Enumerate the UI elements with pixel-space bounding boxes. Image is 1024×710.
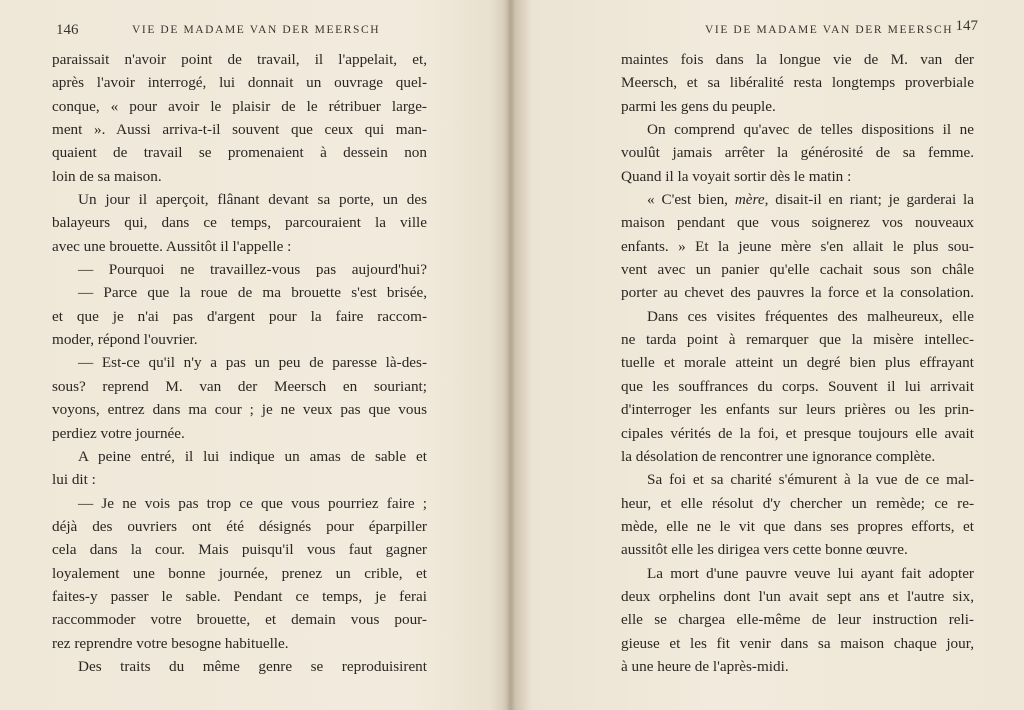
text-line: — Est-ce qu'il n'y a pas un peu de paresse là-des- [78,354,427,372]
right-page-text [621,48,974,678]
text-line: — Pourquoi ne travaillez-vous pas aujourd'hui? [78,261,427,279]
text-line: lui dit : [52,471,96,489]
running-head: VIE DE MADAME VAN DER MEERSCH [705,24,954,36]
text-line: gieuse et les fit venir dans sa maison chaque jour, [621,634,974,652]
right-page [515,0,1024,710]
page-number: 147 [955,18,978,34]
text-line: Un jour il aperçoit, flânant devant sa porte, un des [78,191,427,209]
text-line: heur, et elle résolut d'y chercher un remède; ce re- [621,494,974,512]
text-line: perdiez votre journée. [52,424,185,442]
text-line: conque, « pour avoir le plaisir de le rétribuer large- [52,97,427,115]
text-line: la désolation de rencontrer une ignorance complète. [621,447,936,465]
text-line: rez reprendre votre besogne habituelle. [52,634,289,652]
text-line: quaient de travail se promenaient à dessein non [52,144,427,162]
text-line: que les souffrances du corps. Souvent il lui arrivait [621,377,974,395]
text-line: — Je ne vois pas trop ce que vous pourriez faire ; [78,494,427,512]
text-line: porter au chevet des pauvres la force et la consolation. [621,284,974,302]
text-line: Meersch, et sa libéralité resta longtemps proverbiale [621,74,974,92]
text-line: cipales vérités de la foi, et presque toujours elle avait [621,424,974,442]
text-line: vent avec un panier qu'elle cachait sous son châle [621,261,974,279]
text-line: elle se chargea elle-même de leur instruction reli- [621,611,974,629]
text-line: ne tarda point à remarquer que la misère intellec- [621,331,974,349]
text-line: faites-y passer le sable. Pendant ce temps, je ferai [52,587,427,605]
text-span: « C'est bien, [647,191,728,209]
left-page-text [52,48,427,678]
text-line: Dans ces visites fréquentes des malheureux, elle [647,307,974,325]
text-line: voulût jamais arrêter la générosité de sa femme. [621,144,974,162]
text-line: mède, elle ne le vit que dans ses propres efforts, et [621,517,974,535]
text-line: paraissait n'avoir point de travail, il l'appelait, et, [52,51,427,68]
text-line: balayeurs qui, dans ce temps, parcouraient la ville [52,214,427,232]
text-line: cela dans la cour. Mais puisqu'il vous faut gagner [52,541,427,559]
text-line [621,188,974,211]
left-page-header [0,22,505,44]
text-line: loin de sa maison. [52,167,162,185]
text-line: Des traits du même genre se reproduisirent [78,657,427,675]
text-line: après l'avoir interrogé, lui donnait un ouvrage quel- [52,74,427,92]
text-line: et que je n'ai pas d'argent pour la faire raccom- [52,307,427,325]
running-head: VIE DE MADAME VAN DER MEERSCH [132,24,381,36]
text-line: sous? reprend M. van der Meersch en souriant; [52,377,427,395]
text-line: à une heure de l'après-midi. [621,657,789,675]
text-line: voyons, entrez dans ma cour ; je ne veux pas que vous [52,401,427,419]
text-line: moder, répond l'ouvrier. [52,331,198,349]
text-line: déjà des ouvriers ont été désignés pour éparpiller [52,517,427,535]
text-line: On comprend qu'avec de telles dispositions il ne [647,121,974,139]
text-line: maintes fois dans la longue vie de M. van der [621,51,974,68]
page-number: 146 [56,22,79,38]
text-line: Sa foi et sa charité s'émurent à la vue de ce mal- [647,471,974,489]
text-line: A peine entré, il lui indique un amas de sable et [78,447,427,465]
text-line: enfants. » Et la jeune mère s'en allait le plus sou- [621,237,974,255]
text-line: avec une brouette. Aussitôt il l'appelle : [52,237,292,255]
text-line: tuelle et morale atteint un degré bien plus effrayant [621,354,974,372]
text-line: maison pendant que vous soignerez vos nouveaux [621,214,974,232]
text-line: loyalement une bonne journée, prenez un crible, et [52,564,427,582]
text-line: deux orphelins dont l'un avait sept ans et l'autre six, [621,587,974,605]
right-page-header [515,18,1024,44]
left-page [0,0,505,710]
text-line: Quand il la voyait sortir dès le matin : [621,167,852,185]
text-line: — Parce que la roue de ma brouette s'est brisée, [78,284,427,302]
text-line: ment ». Aussi arriva-t-il souvent que ceux qui man- [52,121,427,139]
text-line: d'interroger les enfants sur leurs prières ou les prin- [621,401,974,419]
text-line: parmi les gens du peuple. [621,97,776,115]
text-span: disait-il en riant; je garderai la [775,191,975,209]
text-line: La mort d'une pauvre veuve lui ayant fait adopter [647,564,974,582]
text-line: raccommoder votre brouette, et demain vous pour- [52,611,427,629]
text-line: aussitôt elle les dirigea vers cette bonne œuvre. [621,541,908,559]
italic-word: mère, [734,191,769,209]
